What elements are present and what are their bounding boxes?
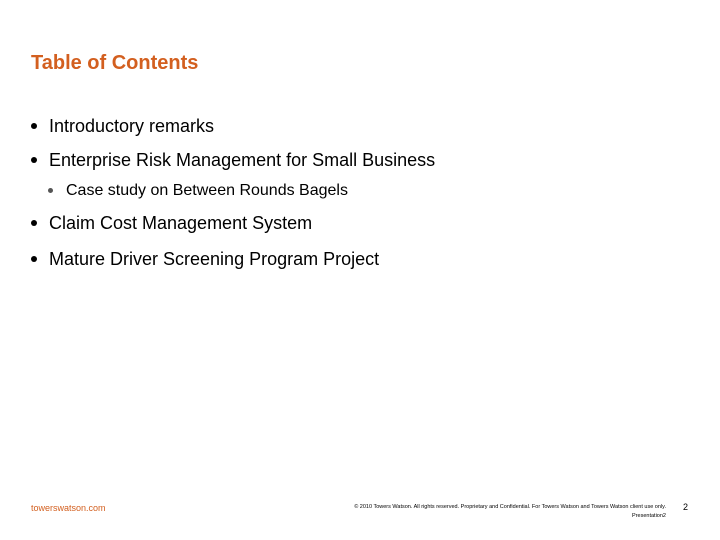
footer-presentation-name: Presentation2 xyxy=(632,513,666,519)
bullet-icon xyxy=(48,188,53,193)
footer-legal-line: © 2010 Towers Watson. All rights reserved. Proprietary and Confidential. For Towers Watson and Towers Watson client use only. xyxy=(354,504,666,510)
toc-item-label: Claim Cost Management System xyxy=(49,213,313,233)
toc-item-label: Enterprise Risk Management for Small Business xyxy=(49,150,436,170)
bullet-icon xyxy=(31,220,37,226)
toc-item-label: Case study on Between Rounds Bagels xyxy=(66,182,348,199)
toc-item-label: Introductory remarks xyxy=(49,116,215,136)
bullet-icon xyxy=(31,256,37,262)
toc-item-label: Mature Driver Screening Program Project xyxy=(49,249,380,269)
footer-legal-notice xyxy=(316,503,666,521)
footer-website: towerswatson.com xyxy=(31,503,106,513)
bullet-icon xyxy=(31,157,37,163)
page-number: 2 xyxy=(683,502,689,512)
slide-title: Table of Contents xyxy=(31,52,199,74)
bullet-icon xyxy=(31,123,37,129)
